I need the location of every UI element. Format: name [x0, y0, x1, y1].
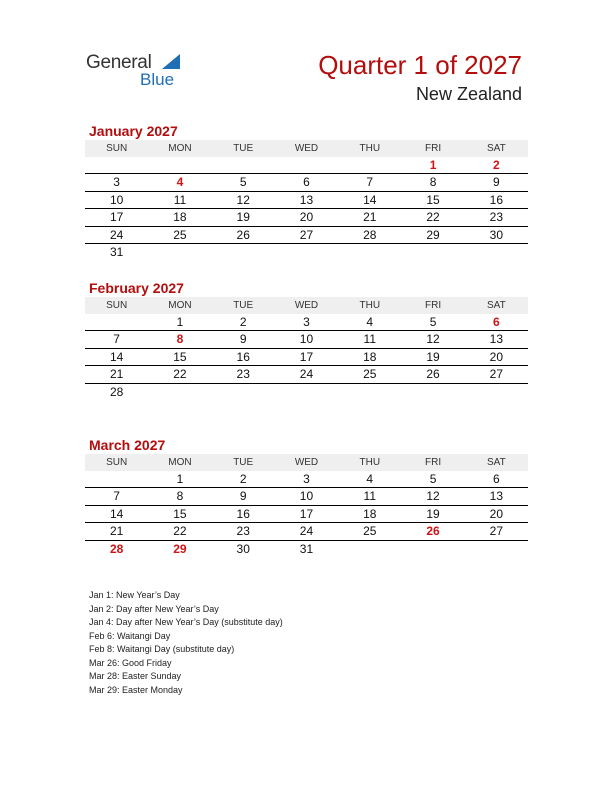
- holiday-date-cell: 26: [426, 524, 440, 539]
- date-cell: [401, 384, 464, 401]
- date-cell: 30: [236, 541, 250, 556]
- week-row: [85, 523, 528, 540]
- date-cell: 21: [109, 367, 124, 382]
- date-cell: 10: [299, 332, 314, 347]
- date-cell: 10: [299, 489, 314, 504]
- weekday-header-row: [85, 454, 528, 471]
- date-cell: 19: [236, 210, 250, 225]
- date-cell: 3: [303, 315, 310, 329]
- date-cell: 11: [173, 192, 187, 207]
- date-cell: 3: [303, 472, 310, 486]
- holiday-date-cell: 1: [429, 158, 437, 172]
- date-cell: 23: [236, 367, 250, 382]
- weekday-header-row: [85, 140, 528, 157]
- date-cell: 16: [236, 349, 250, 364]
- date-cell: [212, 157, 275, 173]
- date-cell: 17: [109, 210, 124, 225]
- date-cell: [275, 244, 338, 261]
- date-cell: 22: [426, 210, 440, 225]
- week-row: [85, 471, 528, 488]
- holiday-date-cell: 4: [176, 175, 184, 190]
- weekday-label: THU: [359, 457, 381, 468]
- date-cell: [85, 157, 148, 173]
- week-row: [85, 174, 528, 191]
- date-cell: 7: [113, 332, 120, 347]
- weekday-label: THU: [359, 143, 381, 154]
- date-cell: 3: [113, 175, 120, 190]
- month-march: [85, 436, 528, 558]
- date-cell: 15: [426, 192, 440, 207]
- month-january: [85, 122, 528, 261]
- date-cell: [275, 384, 338, 401]
- date-cell: 14: [109, 506, 124, 521]
- weekday-label: FRI: [424, 457, 442, 468]
- date-cell: 9: [239, 489, 247, 504]
- date-cell: 12: [426, 489, 440, 504]
- week-row: [85, 384, 528, 401]
- holiday-date-cell: 2: [492, 158, 500, 172]
- date-cell: 16: [236, 506, 250, 521]
- week-row: [85, 331, 528, 348]
- week-row: [85, 488, 528, 505]
- week-row: [85, 366, 528, 383]
- date-cell: [338, 244, 401, 261]
- date-cell: 18: [173, 210, 187, 225]
- date-cell: [148, 244, 211, 261]
- date-cell: 10: [109, 192, 124, 207]
- date-cell: 25: [363, 524, 377, 539]
- date-cell: [401, 244, 464, 261]
- date-cell: 1: [176, 472, 184, 486]
- date-cell: [275, 157, 338, 173]
- week-row: [85, 244, 528, 261]
- country-name: New Zealand: [415, 84, 522, 104]
- date-cell: 26: [426, 367, 440, 382]
- logo: [86, 50, 196, 90]
- date-cell: 21: [109, 524, 124, 539]
- holiday-item: Feb 8: Waitangi Day (substitute day): [89, 644, 235, 654]
- holiday-item: Mar 28: Easter Sunday: [89, 671, 182, 681]
- date-cell: 24: [109, 227, 124, 242]
- date-cell: 13: [489, 489, 503, 504]
- date-cell: [465, 244, 528, 261]
- date-cell: 13: [489, 332, 503, 347]
- date-cell: [85, 471, 148, 487]
- date-cell: 11: [363, 332, 376, 347]
- date-cell: 9: [239, 332, 247, 347]
- logo-blue-text: Blue: [140, 70, 175, 89]
- weekday-label: TUE: [233, 300, 254, 311]
- date-cell: 6: [492, 472, 500, 486]
- holiday-date-cell: 6: [492, 315, 500, 329]
- holiday-item: Mar 26: Good Friday: [89, 657, 172, 668]
- holiday-item: Jan 4: Day after New Year’s Day (substitute day): [89, 617, 283, 627]
- week-row: [85, 349, 528, 366]
- page-title: Quarter 1 of 2027: [318, 50, 522, 80]
- date-cell: 19: [426, 349, 440, 364]
- weekday-header-row: [85, 297, 528, 314]
- month-title: January 2027: [89, 123, 178, 139]
- date-cell: 1: [176, 315, 184, 329]
- weekday-label: THU: [359, 300, 381, 311]
- date-cell: 7: [113, 489, 120, 504]
- weekday-label: SUN: [106, 143, 128, 154]
- date-cell: 2: [239, 315, 247, 329]
- date-cell: [212, 384, 275, 401]
- date-cell: 28: [363, 227, 377, 242]
- date-cell: 7: [366, 175, 374, 190]
- date-cell: 11: [363, 489, 376, 504]
- date-cell: 6: [303, 175, 310, 190]
- weekday-label: SUN: [106, 300, 128, 311]
- date-cell: 27: [489, 367, 503, 382]
- week-row: [85, 541, 528, 558]
- month-title: March 2027: [89, 437, 166, 453]
- date-cell: 20: [299, 210, 314, 225]
- date-cell: 15: [173, 506, 187, 521]
- weekday-label: TUE: [233, 143, 254, 154]
- week-row: [85, 314, 528, 331]
- date-cell: 27: [489, 524, 503, 539]
- month-february: [85, 279, 528, 401]
- weekday-label: SAT: [486, 457, 506, 468]
- date-cell: [85, 314, 148, 330]
- holiday-item: Jan 2: Day after New Year’s Day: [89, 603, 219, 614]
- weekday-label: WED: [294, 457, 319, 468]
- date-cell: 18: [363, 506, 377, 521]
- date-cell: [401, 541, 464, 558]
- holiday-item: Feb 6: Waitangi Day: [89, 630, 171, 641]
- date-cell: 18: [363, 349, 377, 364]
- date-cell: 31: [109, 244, 124, 259]
- date-cell: 22: [173, 367, 187, 382]
- date-cell: 5: [239, 175, 247, 190]
- date-cell: [465, 541, 528, 558]
- logo-triangle-icon: [162, 54, 180, 69]
- date-cell: 4: [366, 315, 374, 329]
- date-cell: 23: [489, 210, 503, 225]
- date-cell: 19: [426, 506, 440, 521]
- date-cell: 22: [173, 524, 187, 539]
- date-cell: 2: [239, 472, 247, 486]
- date-cell: 31: [299, 541, 314, 556]
- date-cell: [212, 244, 275, 261]
- weekday-label: WED: [294, 300, 319, 311]
- date-cell: 12: [236, 192, 250, 207]
- date-cell: 5: [429, 472, 437, 486]
- weekday-label: SUN: [106, 457, 128, 468]
- date-cell: 17: [299, 349, 314, 364]
- holiday-date-cell: 28: [109, 541, 124, 556]
- weekday-label: SAT: [486, 300, 506, 311]
- weekday-label: MON: [168, 457, 192, 468]
- date-cell: [148, 384, 211, 401]
- date-cell: 24: [299, 367, 314, 382]
- holiday-date-cell: 29: [173, 541, 187, 556]
- holiday-item: Mar 29: Easter Monday: [89, 684, 183, 695]
- date-cell: 4: [366, 472, 374, 486]
- calendar-grid: [85, 454, 528, 558]
- date-cell: 20: [489, 349, 503, 364]
- week-row: [85, 209, 528, 226]
- date-cell: 15: [173, 349, 187, 364]
- date-cell: [338, 541, 401, 558]
- weekday-label: SAT: [486, 143, 506, 154]
- holiday-list: [89, 589, 283, 697]
- date-cell: 25: [173, 227, 187, 242]
- holiday-date-cell: 8: [176, 332, 184, 347]
- holiday-item: Jan 1: New Year’s Day: [89, 590, 180, 600]
- date-cell: 17: [299, 506, 314, 521]
- calendar-grid: [85, 297, 528, 401]
- date-cell: 26: [236, 227, 250, 242]
- week-row: [85, 506, 528, 523]
- weekday-label: FRI: [424, 143, 442, 154]
- weekday-label: MON: [168, 300, 192, 311]
- calendar-grid: [85, 140, 528, 261]
- logo-general-text: General: [86, 52, 152, 73]
- date-cell: 12: [426, 332, 440, 347]
- weekday-label: TUE: [233, 457, 254, 468]
- date-cell: 20: [489, 506, 503, 521]
- week-row: [85, 227, 528, 244]
- date-cell: [465, 384, 528, 401]
- week-row: [85, 192, 528, 209]
- date-cell: 28: [109, 384, 124, 399]
- date-cell: [148, 157, 211, 173]
- date-cell: 14: [363, 192, 377, 207]
- weekday-label: FRI: [424, 300, 442, 311]
- date-cell: 21: [363, 210, 377, 225]
- date-cell: 9: [492, 175, 500, 190]
- date-cell: [338, 384, 401, 401]
- date-cell: 8: [176, 489, 184, 504]
- date-cell: 23: [236, 524, 250, 539]
- date-cell: 27: [299, 227, 314, 242]
- weekday-label: WED: [294, 143, 319, 154]
- date-cell: 25: [363, 367, 377, 382]
- date-cell: 5: [429, 315, 437, 329]
- date-cell: 13: [299, 192, 314, 207]
- date-cell: 16: [489, 192, 503, 207]
- date-cell: 24: [299, 524, 314, 539]
- weekday-label: MON: [168, 143, 192, 154]
- date-cell: [338, 157, 401, 173]
- date-cell: 30: [489, 227, 503, 242]
- date-cell: 29: [426, 227, 440, 242]
- month-title: February 2027: [89, 280, 184, 296]
- week-row: [85, 157, 528, 174]
- date-cell: 8: [429, 175, 437, 190]
- date-cell: 14: [109, 349, 124, 364]
